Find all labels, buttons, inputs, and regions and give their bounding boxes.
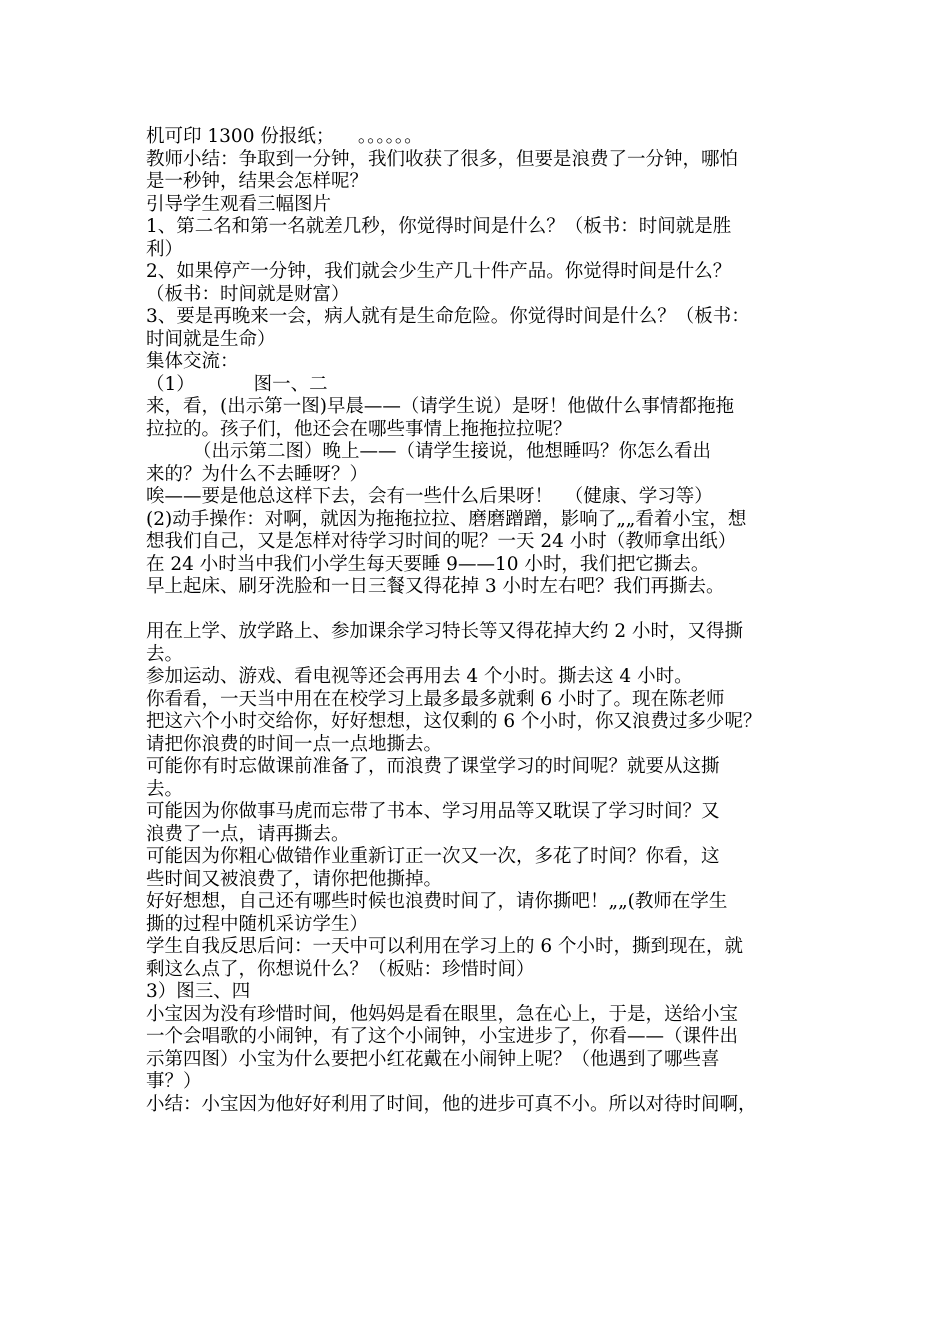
text-line: 3）图三、四	[146, 981, 251, 1002]
blank-line	[146, 599, 826, 622]
text-line: 教师小结：争取到一分钟，我们收获了很多，但要是浪费了一分钟，哪怕	[146, 148, 739, 170]
text-line: 小结：小宝因为他好好利用了时间，他的进步可真不小。所以对待时间啊，	[146, 1093, 757, 1115]
text-line: 1、第二名和第一名就差几秒，你觉得时间是什么？（板书：时间就是胜	[146, 216, 732, 237]
text-line: （出示第二图）晚上——（请学生接说，他想睡吗？你怎么看出	[146, 441, 712, 462]
text-line: 是一秒钟，结果会怎样呢？	[146, 171, 369, 192]
text-line: 剩这么点了，你想说什么？（板贴：珍惜时间）	[146, 958, 535, 980]
text-line: 唉——要是他总这样下去，会有一些什么后果呀！ （健康、学习等）	[146, 486, 713, 507]
text-line: (2)动手操作：对啊，就因为拖拖拉拉、磨磨蹭蹭，影响了„„看着小宝，想	[146, 508, 747, 530]
text-line: 来的？为什么不去睡呀？）	[146, 463, 369, 485]
text-line: 撕的过程中随机采访学生）	[146, 913, 369, 935]
text-line: 些时间又被浪费了，请你把他撕掉。	[146, 868, 443, 890]
text-line: 好好想想，自己还有哪些时候也浪费时间了，请你撕吧！„„(教师在学生	[146, 891, 728, 912]
text-line: 引导学生观看三幅图片	[146, 193, 332, 215]
text-line: （板书：时间就是财富）	[146, 283, 350, 305]
text-line: 把这六个小时交给你，好好想想，这仅剩的 6 个小时，你又浪费过多少呢？	[146, 711, 762, 732]
text-line: 学生自我反思后问：一天中可以利用在学习上的 6 个小时，撕到现在，就	[146, 936, 744, 957]
text-line: 想我们自己，又是怎样对待学习时间的呢？一天 24 小时（教师拿出纸）	[146, 531, 737, 552]
text-line: （1） 图一、二	[146, 373, 328, 395]
text-line: 去。	[146, 778, 184, 800]
text-line: 一个会唱歌的小闹钟，有了这个小闹钟，小宝进步了，你看——（课件出	[146, 1026, 739, 1047]
text-line: 可能你有时忘做课前准备了，而浪费了课堂学习的时间呢？就要从这撕	[146, 756, 720, 777]
document-body	[146, 126, 826, 1116]
text-line: 集体交流：	[146, 351, 239, 372]
text-line: 去。	[146, 643, 184, 665]
text-line: 用在上学、放学路上、参加课余学习特长等又得花掉大约 2 小时，又得撕	[146, 621, 744, 642]
text-line: 机可印 1300 份报纸； 。。。。。。	[146, 126, 423, 147]
text-line: 可能因为你做事马虎而忘带了书本、学习用品等又耽误了学习时间？又	[146, 801, 720, 822]
text-line: 事？）	[146, 1071, 202, 1092]
text-line: 你看看，一天当中用在在校学习上最多最多就剩 6 小时了。现在陈老师	[146, 688, 725, 710]
text-line: 利）	[146, 238, 184, 260]
text-line: 小宝因为没有珍惜时间，他妈妈是看在眼里，急在心上，于是，送给小宝	[146, 1003, 739, 1025]
text-line: 请把你浪费的时间一点一点地撕去。	[146, 733, 443, 755]
text-line: 3、要是再晚来一会，病人就有是生命危险。你觉得时间是什么？（板书：	[146, 306, 750, 327]
text-line: 来，看，(出示第一图)早晨——（请学生说）是呀！他做什么事情都拖拖	[146, 396, 734, 417]
text-line: 参加运动、游戏、看电视等还会再用去 4 个小时。撕去这 4 小时。	[146, 666, 693, 687]
text-line: 拉拉的。孩子们，他还会在哪些事情上拖拖拉拉呢？	[146, 418, 572, 440]
text-line: 2、如果停产一分钟，我们就会少生产几十件产品。你觉得时间是什么？	[146, 261, 732, 282]
text-line: 示第四图）小宝为什么要把小红花戴在小闹钟上呢？（他遇到了哪些喜	[146, 1048, 720, 1070]
text-line: 浪费了一点，请再撕去。	[146, 823, 350, 845]
text-line: 在 24 小时当中我们小学生每天要睡 9——10 小时，我们把它撕去。	[146, 553, 710, 575]
text-line: 可能因为你粗心做错作业重新订正一次又一次，多花了时间？你看，这	[146, 846, 720, 867]
text-line: 时间就是生命）	[146, 328, 276, 350]
text-line: 早上起床、刷牙洗脸和一日三餐又得花掉 3 小时左右吧？我们再撕去。	[146, 576, 725, 597]
